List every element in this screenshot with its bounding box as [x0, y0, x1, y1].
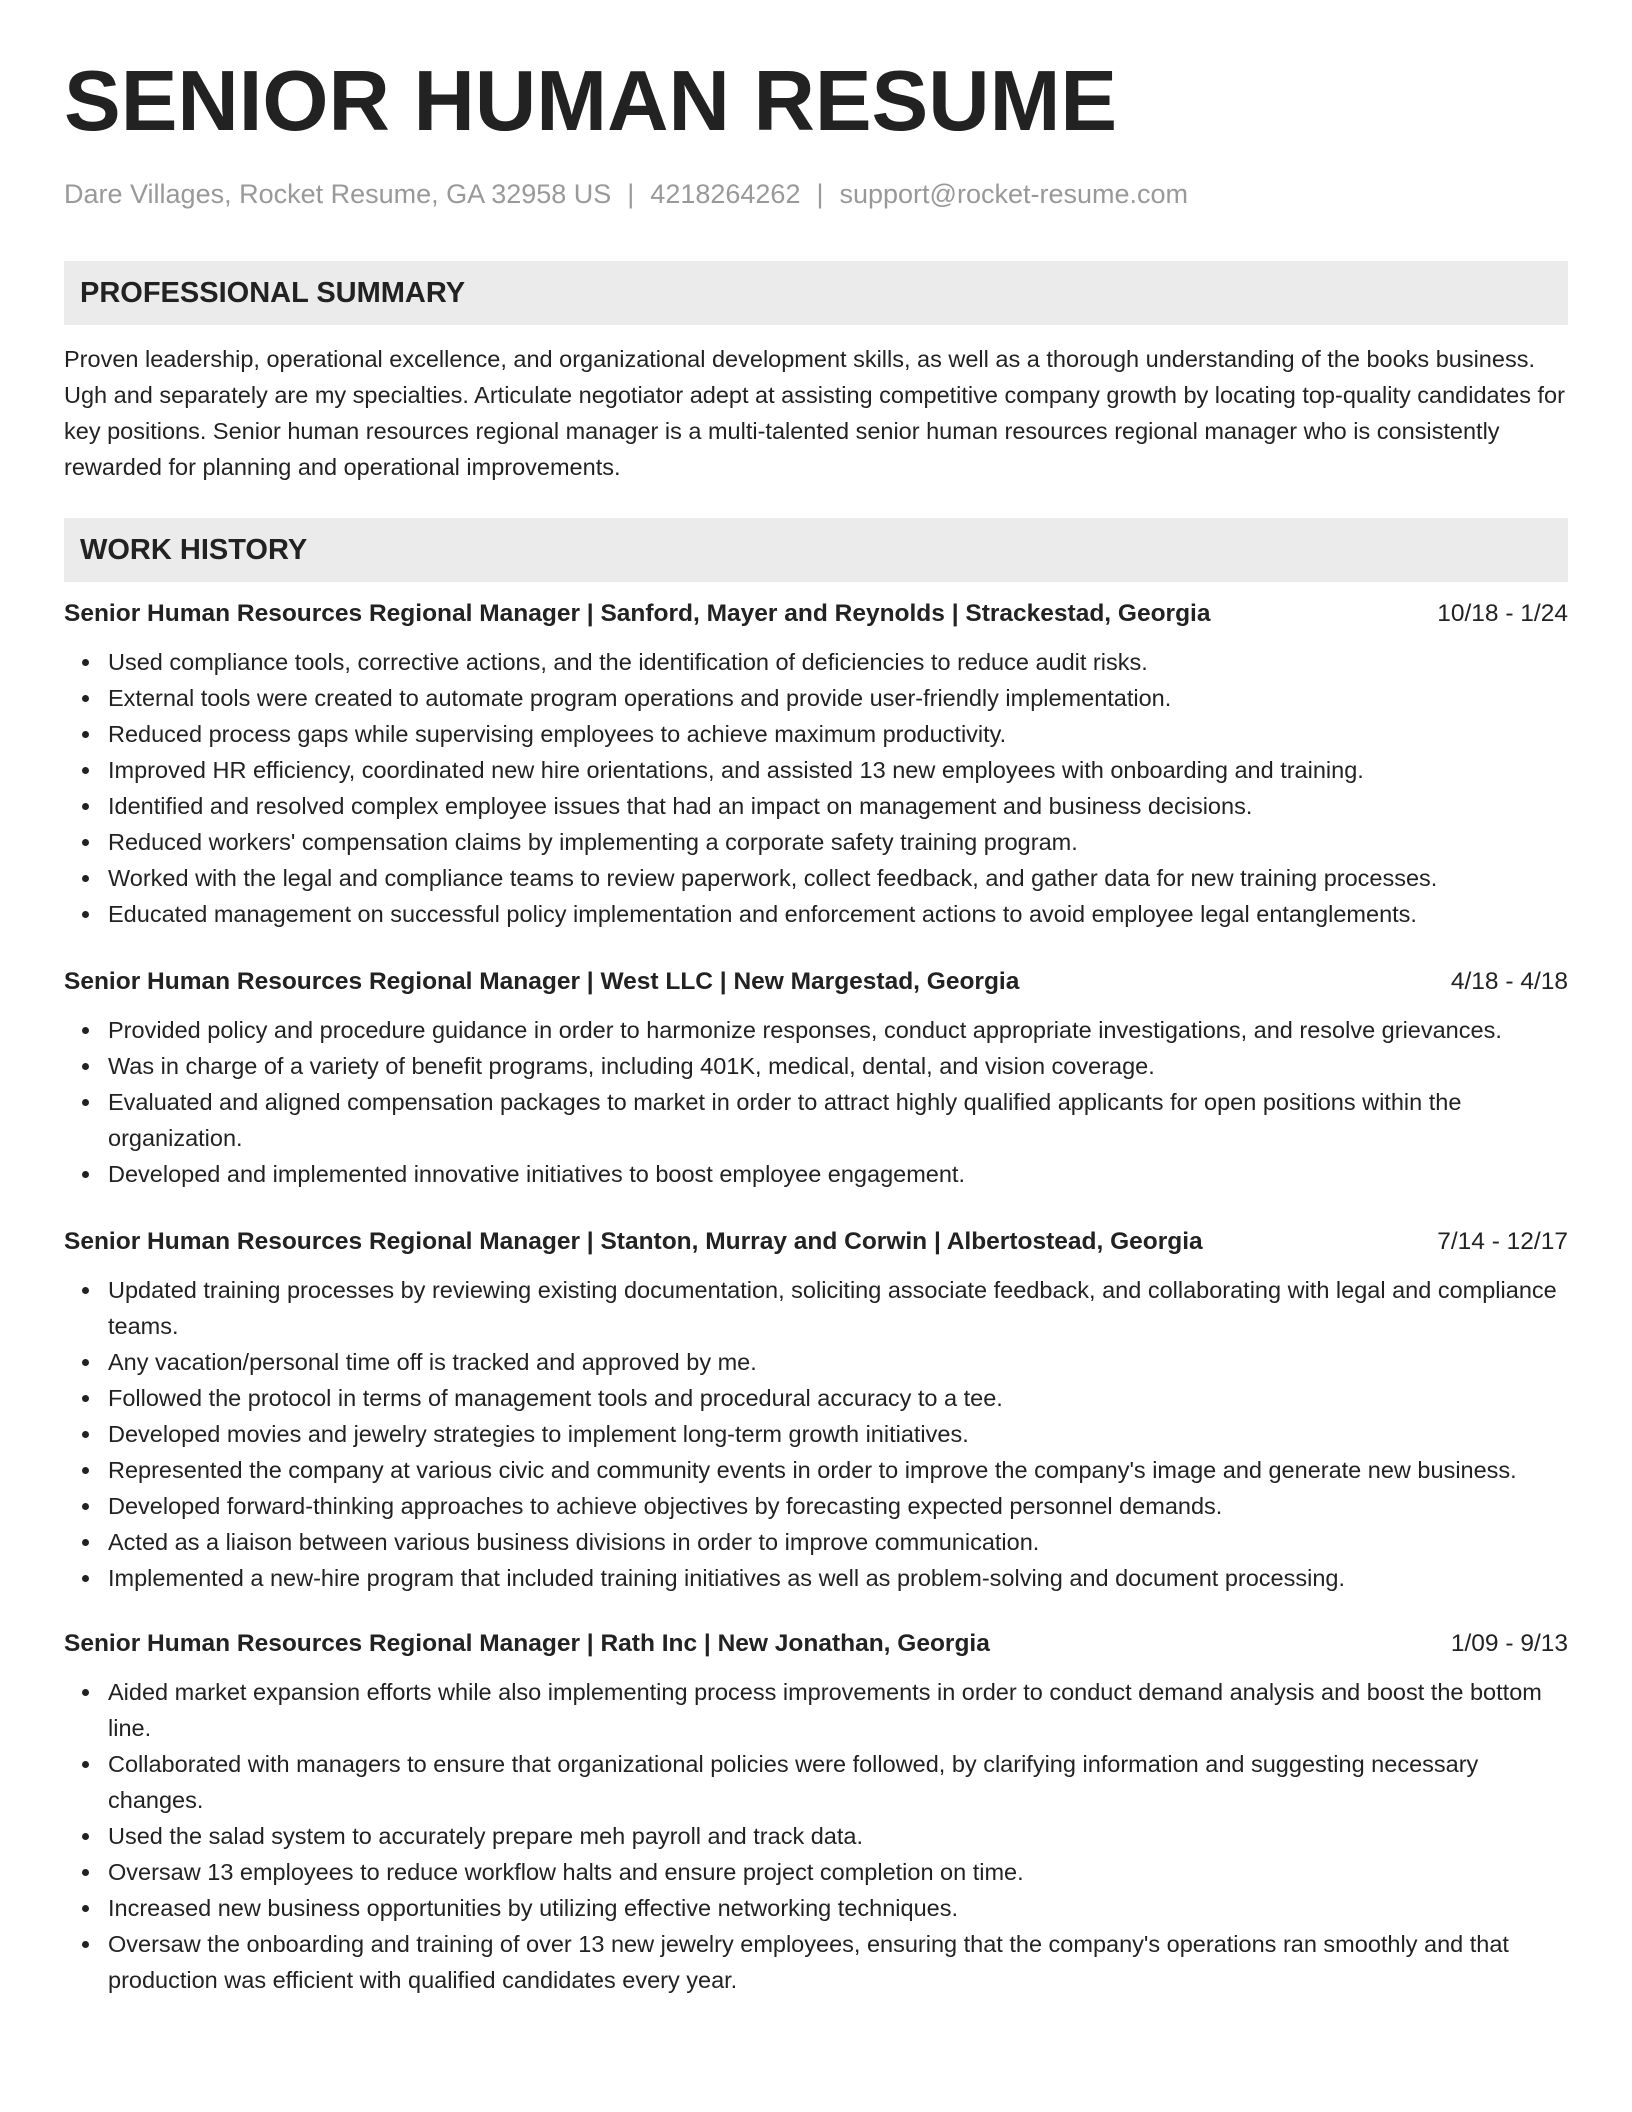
job-bullet: Improved HR efficiency, coordinated new hire orientations, and assisted 13 new employees with onboarding and training.: [108, 752, 1568, 788]
job-bullet-list: [64, 644, 1568, 932]
job-dates: 7/14 - 12/17: [1437, 1228, 1568, 1255]
job-entry: [64, 596, 1568, 932]
summary-text: Proven leadership, operational excellence, and organizational development skills, as well as a thorough understanding of the books business. Ugh and separately are my specialties. Articulate negotiator adept at assisting competitive company growth by locating top-quality candidates for key positions. Senior human resources regional manager is a multi-talented senior human resources regional manager who is consistently rewarded for planning and operational improvements.: [64, 346, 1565, 480]
contact-line: [64, 178, 1568, 210]
job-dates: 1/09 - 9/13: [1450, 1630, 1568, 1657]
job-bullet: Provided policy and procedure guidance in order to harmonize responses, conduct appropriate investigations, and resolve grievances.: [108, 1012, 1568, 1048]
resume-page: [64, 52, 1568, 1998]
contact-separator: |: [816, 179, 824, 209]
job-bullet: Used the salad system to accurately prepare meh payroll and track data.: [108, 1818, 1568, 1854]
job-bullet: Represented the company at various civic and community events in order to improve the company's image and generate new business.: [108, 1452, 1568, 1488]
job-entry: [64, 964, 1568, 1192]
job-bullet: Worked with the legal and compliance teams to review paperwork, collect feedback, and gather data for new training processes.: [108, 860, 1568, 896]
job-bullet-list: [64, 1012, 1568, 1192]
job-dates: 10/18 - 1/24: [1437, 600, 1568, 627]
job-title: Senior Human Resources Regional Manager | Stanton, Murray and Corwin | Albertostead, Georgia: [64, 1228, 1203, 1255]
job-entry: [64, 1626, 1568, 1998]
job-bullet: Reduced process gaps while supervising employees to achieve maximum productivity.: [108, 716, 1568, 752]
job-title: Senior Human Resources Regional Manager | Rath Inc | New Jonathan, Georgia: [64, 1630, 990, 1657]
job-bullet: Acted as a liaison between various business divisions in order to improve communication.: [108, 1524, 1568, 1560]
job-bullet: Oversaw 13 employees to reduce workflow halts and ensure project completion on time.: [108, 1854, 1568, 1890]
job-header: [64, 1626, 1568, 1662]
job-header: [64, 1224, 1568, 1260]
job-bullet: Identified and resolved complex employee issues that had an impact on management and business decisions.: [108, 788, 1568, 824]
job-bullet: Oversaw the onboarding and training of over 13 new jewelry employees, ensuring that the company's operations ran smoothly and that production was efficient with qualified candidates every year.: [108, 1926, 1568, 1998]
job-bullet: Developed forward-thinking approaches to achieve objectives by forecasting expected personnel demands.: [108, 1488, 1568, 1524]
job-bullet: External tools were created to automate program operations and provide user-friendly implementation.: [108, 680, 1568, 716]
job-bullet: Any vacation/personal time off is tracked and approved by me.: [108, 1344, 1568, 1380]
job-bullet: Increased new business opportunities by utilizing effective networking techniques.: [108, 1890, 1568, 1926]
job-dates: 4/18 - 4/18: [1450, 968, 1568, 995]
job-bullet: Collaborated with managers to ensure that organizational policies were followed, by clarifying information and suggesting necessary changes.: [108, 1746, 1568, 1818]
contact-phone: 4218264262: [650, 179, 801, 209]
job-bullet: Educated management on successful policy implementation and enforcement actions to avoid employee legal entanglements.: [108, 896, 1568, 932]
job-bullet-list: [64, 1674, 1568, 1998]
job-bullet: Updated training processes by reviewing existing documentation, soliciting associate feedback, and collaborating with legal and compliance teams.: [108, 1272, 1568, 1344]
job-bullet: Used compliance tools, corrective actions, and the identification of deficiencies to reduce audit risks.: [108, 644, 1568, 680]
job-bullet: Was in charge of a variety of benefit programs, including 401K, medical, dental, and vision coverage.: [108, 1048, 1568, 1084]
job-bullet: Reduced workers' compensation claims by implementing a corporate safety training program.: [108, 824, 1568, 860]
job-bullet: Implemented a new-hire program that included training initiatives as well as problem-solving and document processing.: [108, 1560, 1568, 1596]
job-header: [64, 596, 1568, 632]
job-entry: [64, 1224, 1568, 1596]
job-header: [64, 964, 1568, 1000]
resume-name: SENIOR HUMAN RESUME: [64, 54, 1118, 149]
job-bullet: Developed and implemented innovative initiatives to boost employee engagement.: [108, 1156, 1568, 1192]
job-bullet: Evaluated and aligned compensation packages to market in order to attract highly qualified applicants for open positions within the organization.: [108, 1084, 1568, 1156]
contact-email: support@rocket-resume.com: [839, 179, 1189, 209]
contact-address: Dare Villages, Rocket Resume, GA 32958 US: [64, 179, 612, 209]
job-bullet: Followed the protocol in terms of management tools and procedural accuracy to a tee.: [108, 1380, 1568, 1416]
job-bullet-list: [64, 1272, 1568, 1596]
job-bullet: Aided market expansion efforts while also implementing process improvements in order to conduct demand analysis and boost the bottom line.: [108, 1674, 1568, 1746]
job-title: Senior Human Resources Regional Manager | West LLC | New Margestad, Georgia: [64, 968, 1020, 995]
job-bullet: Developed movies and jewelry strategies to implement long-term growth initiatives.: [108, 1416, 1568, 1452]
job-title: Senior Human Resources Regional Manager | Sanford, Mayer and Reynolds | Strackestad, Georgia: [64, 600, 1211, 627]
work-history-heading: WORK HISTORY: [64, 518, 1568, 582]
summary-heading: PROFESSIONAL SUMMARY: [64, 261, 1568, 325]
contact-separator: |: [627, 179, 635, 209]
